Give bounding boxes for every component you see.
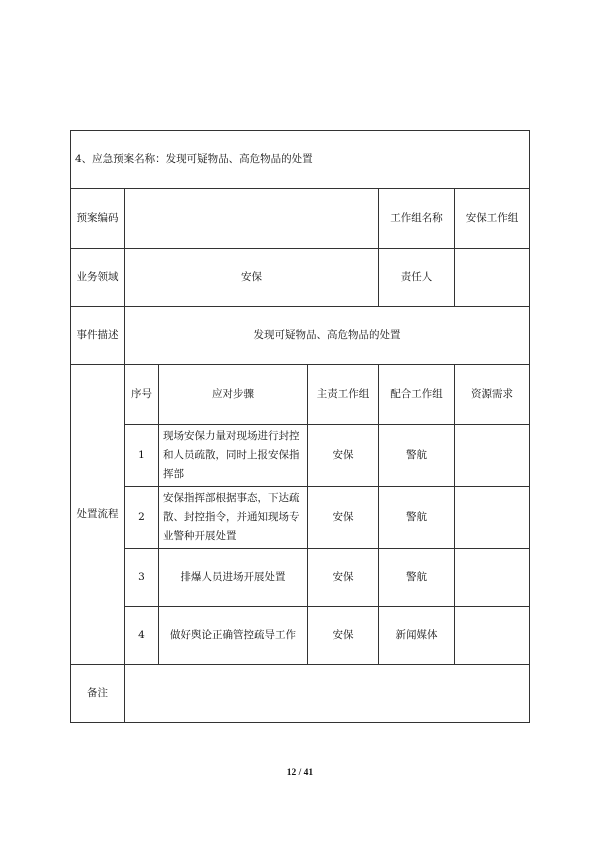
code-label: 预案编码 <box>71 189 125 249</box>
table-row <box>71 425 530 487</box>
owner-label: 责任人 <box>379 249 455 307</box>
step-lead: 安保 <box>308 425 379 487</box>
table-row <box>71 549 530 607</box>
emergency-plan-table <box>70 130 530 723</box>
step-no: 1 <box>125 425 159 487</box>
process-label: 处置流程 <box>71 365 125 665</box>
header-support: 配合工作组 <box>379 365 455 425</box>
step-lead: 安保 <box>308 487 379 549</box>
step-text: 现场安保力量对现场进行封控和人员疏散，同时上报安保指挥部 <box>159 425 308 487</box>
header-resources: 资源需求 <box>455 365 530 425</box>
group-label: 工作组名称 <box>379 189 455 249</box>
step-lead: 安保 <box>308 549 379 607</box>
step-text: 做好舆论正确管控疏导工作 <box>159 607 308 665</box>
domain-value: 安保 <box>125 249 379 307</box>
event-label: 事件描述 <box>71 307 125 365</box>
step-no: 2 <box>125 487 159 549</box>
remarks-label: 备注 <box>71 665 125 723</box>
header-step: 应对步骤 <box>159 365 308 425</box>
header-lead: 主责工作组 <box>308 365 379 425</box>
step-lead: 安保 <box>308 607 379 665</box>
step-support: 新闻媒体 <box>379 607 455 665</box>
step-resources <box>455 425 530 487</box>
step-resources <box>455 549 530 607</box>
step-text: 排爆人员进场开展处置 <box>159 549 308 607</box>
step-support: 警航 <box>379 425 455 487</box>
code-value <box>125 189 379 249</box>
table-row <box>71 487 530 549</box>
table-row <box>71 607 530 665</box>
step-no: 4 <box>125 607 159 665</box>
step-support: 警航 <box>379 487 455 549</box>
step-resources <box>455 607 530 665</box>
domain-label: 业务领域 <box>71 249 125 307</box>
group-value: 安保工作组 <box>455 189 530 249</box>
remarks-value <box>125 665 530 723</box>
header-no: 序号 <box>125 365 159 425</box>
owner-value <box>455 249 530 307</box>
event-value: 发现可疑物品、高危物品的处置 <box>125 307 530 365</box>
step-text: 安保指挥部根据事态，下达疏散、封控指令，并通知现场专业警种开展处置 <box>159 487 308 549</box>
page-number: 12 / 41 <box>286 768 314 778</box>
step-resources <box>455 487 530 549</box>
plan-title: 4、应急预案名称：发现可疑物品、高危物品的处置 <box>71 131 530 189</box>
step-no: 3 <box>125 549 159 607</box>
step-support: 警航 <box>379 549 455 607</box>
